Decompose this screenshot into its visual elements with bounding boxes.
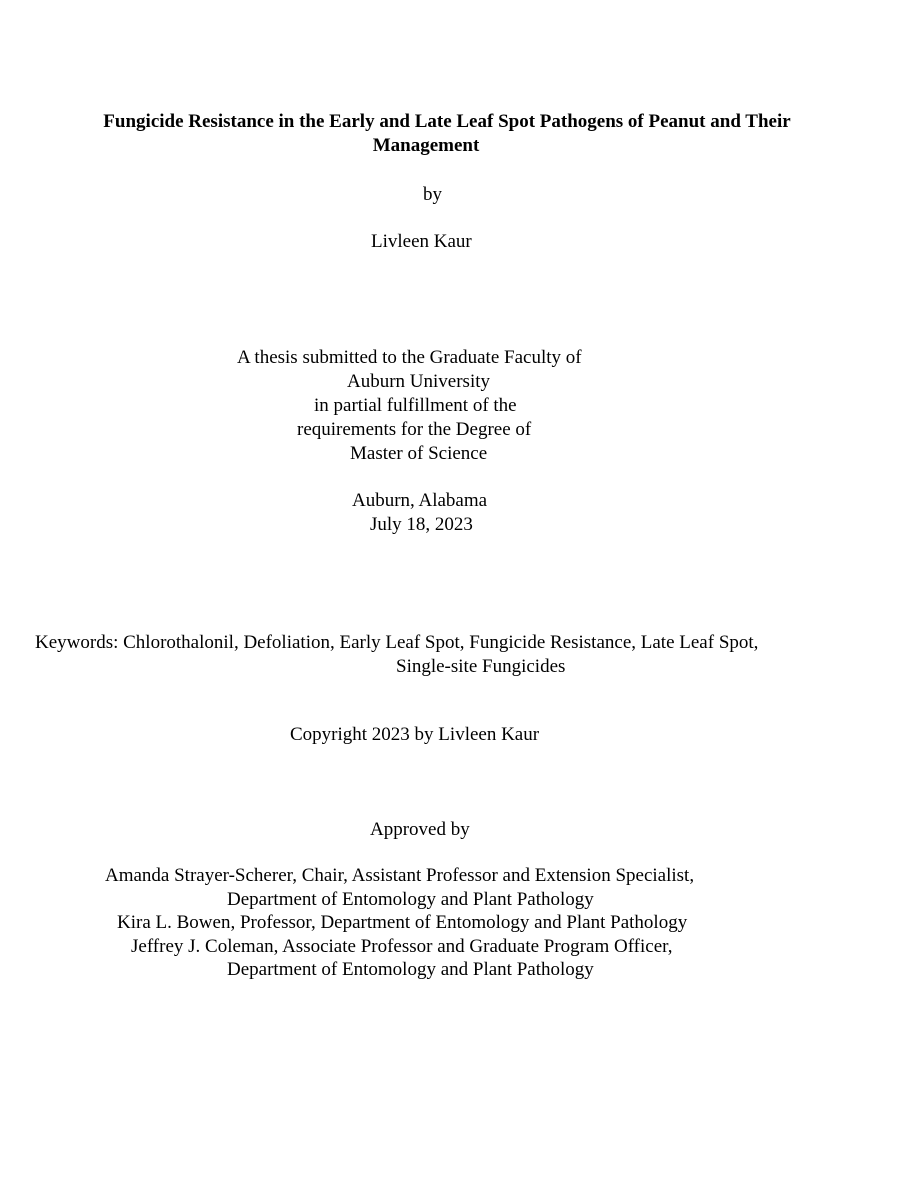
by-label: by bbox=[423, 184, 442, 205]
date: July 18, 2023 bbox=[370, 514, 473, 535]
keywords-line-1: Keywords: Chlorothalonil, Defoliation, Early Leaf Spot, Fungicide Resistance, Late Leaf Spot, bbox=[35, 632, 759, 653]
thesis-title-line-2: Management bbox=[372, 135, 480, 156]
committee-line-5: Department of Entomology and Plant Pathology bbox=[227, 959, 594, 980]
copyright-notice: Copyright 2023 by Livleen Kaur bbox=[290, 724, 540, 745]
thesis-title-line-1: Fungicide Resistance in the Early and Late Leaf Spot Pathogens of Peanut and Their bbox=[103, 111, 791, 132]
approved-by-label: Approved by bbox=[370, 819, 470, 840]
submission-line-1: A thesis submitted to the Graduate Faculty of bbox=[237, 347, 582, 368]
committee-line-3: Kira L. Bowen, Professor, Department of Entomology and Plant Pathology bbox=[117, 912, 688, 933]
submission-line-4: requirements for the Degree of bbox=[297, 419, 532, 440]
author-name: Livleen Kaur bbox=[371, 231, 472, 252]
place: Auburn, Alabama bbox=[352, 490, 488, 511]
committee-line-1: Amanda Strayer-Scherer, Chair, Assistant Professor and Extension Specialist, bbox=[105, 865, 695, 886]
committee-line-2: Department of Entomology and Plant Pathology bbox=[227, 889, 594, 910]
committee-line-4: Jeffrey J. Coleman, Associate Professor and Graduate Program Officer, bbox=[131, 936, 673, 957]
degree-name: Master of Science bbox=[350, 443, 488, 464]
keywords-line-2: Single-site Fungicides bbox=[396, 656, 566, 677]
submission-line-3: in partial fulfillment of the bbox=[314, 395, 517, 416]
submission-line-2: Auburn University bbox=[347, 371, 491, 392]
